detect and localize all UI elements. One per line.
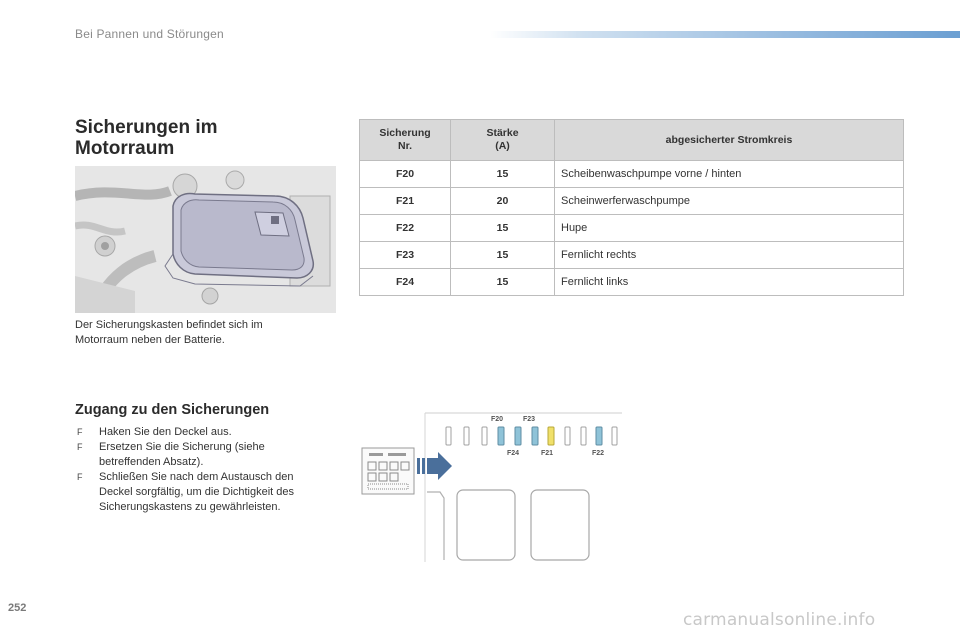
step-text: Deckel sorgfältig, um die Dichtigkeit des — [99, 486, 295, 498]
fuse-number: F20 — [360, 161, 451, 188]
fuse-label-top: F23 — [523, 416, 536, 423]
table-header-row — [360, 120, 904, 161]
relay-outline — [531, 490, 589, 560]
header-accent-bar — [490, 31, 960, 38]
page-title — [75, 117, 295, 159]
fuse-circuit: Scheinwerferwaschpumpe — [555, 188, 904, 215]
table-row — [360, 242, 904, 269]
fuse-circuit: Fernlicht rechts — [555, 242, 904, 269]
header-text: Nr. — [397, 140, 412, 152]
fuse-amps: 15 — [451, 242, 555, 269]
instruction-step — [75, 425, 335, 440]
section-title: Bei Pannen und Störungen — [75, 27, 224, 41]
fuse-amps: 15 — [451, 269, 555, 296]
fuse-slot — [565, 427, 570, 445]
instruction-list — [75, 425, 335, 515]
table-row — [360, 269, 904, 296]
header-text: Stärke — [486, 127, 519, 139]
watermark: carmanualsonline.info — [683, 610, 876, 630]
fuse-amps: 15 — [451, 161, 555, 188]
page-title-line1: Sicherungen im — [75, 117, 218, 138]
fuse-label-top: F20 — [491, 416, 504, 423]
engine-bay-illustration — [75, 166, 336, 313]
fuse-circuit: Hupe — [555, 215, 904, 242]
step-text: Sicherungskastens zu gewährleisten. — [99, 501, 281, 513]
table-row — [360, 188, 904, 215]
header-text: (A) — [495, 140, 510, 152]
header-fuse-number — [360, 120, 451, 161]
section-subtitle: Zugang zu den Sicherungen — [75, 402, 270, 418]
fuse-slot — [482, 427, 487, 445]
fuse-table — [359, 119, 904, 296]
fuse-f21 — [548, 427, 554, 445]
page-title-line2: Motorraum — [75, 138, 175, 159]
caption-line1: Der Sicherungskasten befindet sich im — [75, 319, 263, 331]
arrow-right-icon — [417, 452, 452, 480]
fuse-label-bottom: F24 — [507, 450, 520, 457]
bullet-icon: F — [77, 442, 83, 452]
fuse-label-bottom: F21 — [541, 450, 554, 457]
step-text: Schließen Sie nach dem Austausch den — [99, 471, 294, 483]
caption-line2: Motorraum neben der Batterie. — [75, 334, 225, 346]
step-text: betreffenden Absatz). — [99, 456, 204, 468]
fuse-box-diagram — [360, 410, 622, 562]
fuse-number: F23 — [360, 242, 451, 269]
fuse-amps: 15 — [451, 215, 555, 242]
fuse-circuit: Fernlicht links — [555, 269, 904, 296]
fuse-f23 — [532, 427, 538, 445]
page-number: 252 — [8, 602, 27, 614]
fuse-slot — [446, 427, 451, 445]
bullet-icon: F — [77, 472, 83, 482]
header-amperage — [451, 120, 555, 161]
fuse-slot — [464, 427, 469, 445]
fuse-slot — [581, 427, 586, 445]
fuse-number: F22 — [360, 215, 451, 242]
fuse-number: F21 — [360, 188, 451, 215]
fuse-amps: 20 — [451, 188, 555, 215]
relay-outline — [427, 492, 444, 560]
step-text: Ersetzen Sie die Sicherung (siehe — [99, 441, 265, 453]
fuse-label-bottom: F22 — [592, 450, 605, 457]
table-row — [360, 215, 904, 242]
instruction-step — [75, 440, 335, 470]
fuse-f22 — [596, 427, 602, 445]
fuse-box-mini-icon — [362, 448, 414, 494]
bullet-icon: F — [77, 427, 83, 437]
step-text: Haken Sie den Deckel aus. — [99, 426, 232, 438]
fuse-number: F24 — [360, 269, 451, 296]
fuse-row — [446, 427, 617, 445]
header-circuit: abgesicherter Stromkreis — [555, 120, 904, 161]
fuse-f24 — [515, 427, 521, 445]
relay-outline — [457, 490, 515, 560]
fuse-slot — [612, 427, 617, 445]
instruction-step — [75, 470, 335, 515]
location-caption — [75, 318, 325, 348]
fuse-f20 — [498, 427, 504, 445]
header-text: Sicherung — [379, 127, 431, 139]
fuse-circuit: Scheibenwaschpumpe vorne / hinten — [555, 161, 904, 188]
table-row — [360, 161, 904, 188]
